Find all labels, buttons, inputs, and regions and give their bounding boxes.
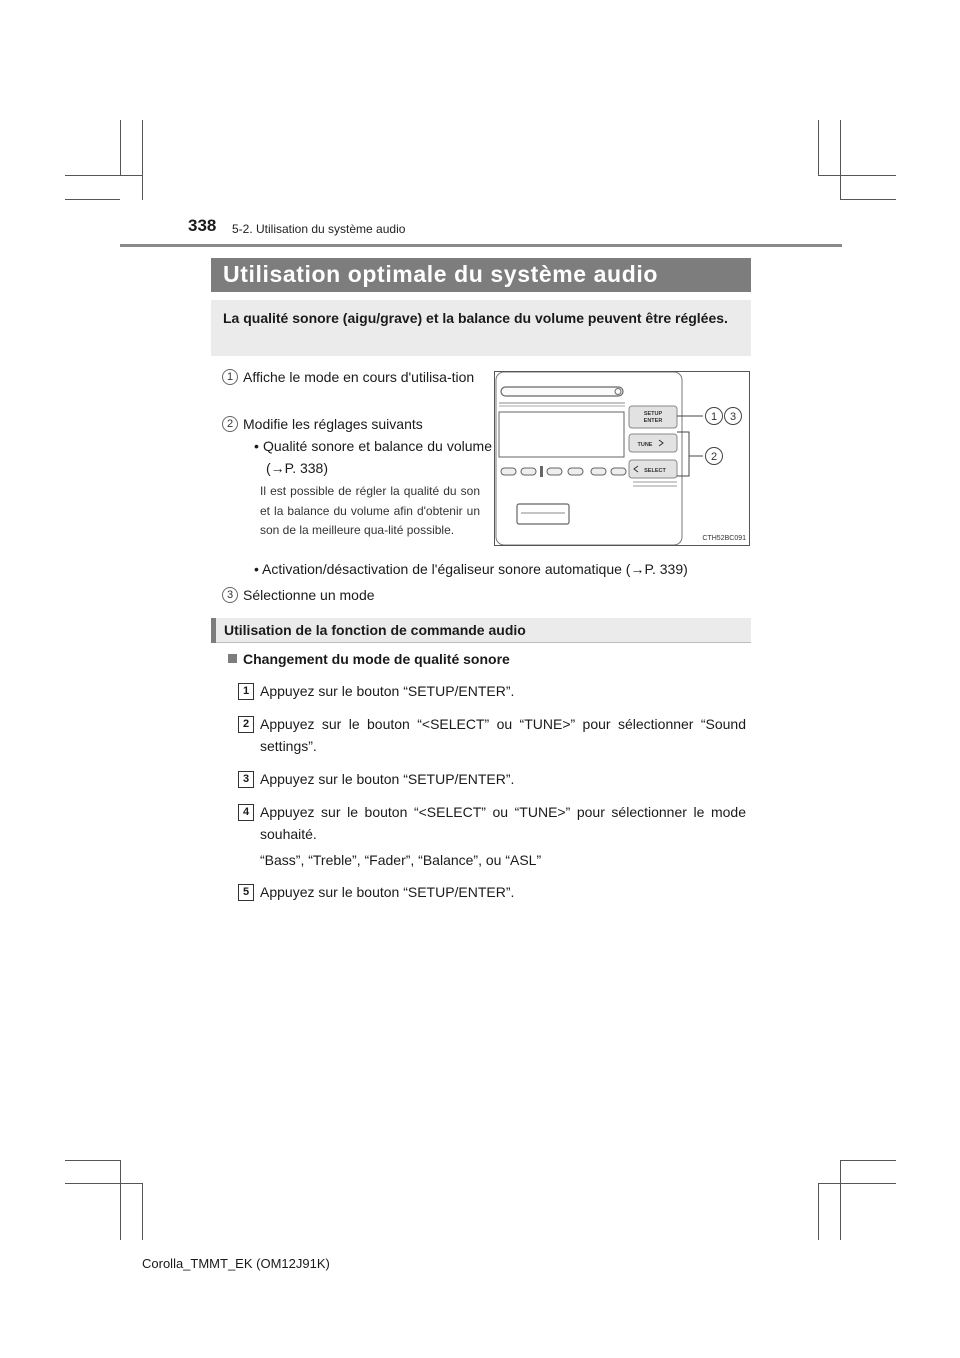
crop-mark [65, 1183, 142, 1184]
preset-button [591, 468, 606, 475]
preset-button [547, 468, 562, 475]
subsection-marker [211, 618, 216, 643]
crop-mark [840, 1160, 841, 1240]
step-text: Appuyez sur le bouton “<SELECT” ou “TUNE>” pour sélectionner “Sound settings”. [260, 716, 746, 754]
step-number: 4 [238, 804, 254, 821]
figure-callout-label: 2 [710, 451, 718, 463]
step-text: Appuyez sur le bouton “<SELECT” ou “TUNE>” pour sélectionner le mode souhaité. [260, 804, 746, 842]
subsection-heading: Changement du mode de qualité sonore [243, 651, 510, 667]
figure-callout-label: 3 [729, 411, 737, 423]
intro-text: La qualité sonore (aigu/grave) et la balance du volume peuvent être réglées. [223, 310, 728, 326]
preset-button [611, 468, 626, 475]
figure-code: CTH52BC091 [702, 535, 746, 542]
cd-slot [501, 387, 623, 396]
panel-outline [496, 372, 682, 545]
callout-text: Sélectionne un mode [243, 587, 375, 603]
crop-mark [65, 175, 142, 176]
footer-model-code: Corolla_TMMT_EK (OM12J91K) [142, 1256, 330, 1271]
tune-button [629, 434, 677, 452]
crop-mark [818, 1183, 819, 1240]
callout-number: 1 [222, 369, 238, 385]
preset-button [521, 468, 536, 475]
tune-label: TUNE [637, 442, 653, 448]
crop-mark [120, 1160, 121, 1240]
step-number: 5 [238, 884, 254, 901]
crop-mark [120, 120, 121, 175]
crop-mark [840, 199, 896, 200]
preset-divider [540, 466, 543, 477]
modes-list: “Bass”, “Treble”, “Fader”, “Balance”, ou “ASL” [260, 852, 542, 868]
page-number: 338 [188, 216, 217, 235]
crop-mark [142, 1183, 143, 1240]
preset-button [568, 468, 583, 475]
crop-mark [840, 120, 841, 200]
square-bullet-icon [228, 654, 237, 663]
preset-button [501, 468, 516, 475]
step-text: Appuyez sur le bouton “SETUP/ENTER”. [260, 771, 515, 787]
step-number: 2 [238, 716, 254, 733]
setup-enter-button [629, 406, 677, 428]
crop-mark [818, 120, 819, 175]
subsection-title: Utilisation de la fonction de commande audio [224, 622, 526, 638]
crop-mark [840, 1160, 896, 1161]
select-label: SELECT [644, 468, 666, 474]
note-text: Il est possible de régler la qualité du son et la balance du volume afin d'obtenir un son de la meilleure qua-lité possible. [260, 484, 480, 537]
crop-mark [65, 1160, 120, 1161]
section-reference: 5-2. Utilisation du système audio [232, 222, 406, 236]
step-text: Appuyez sur le bouton “SETUP/ENTER”. [260, 683, 515, 699]
callout-text: Affiche le mode en cours d'utilisa-tion [243, 369, 475, 385]
step-number: 3 [238, 771, 254, 788]
callout-number: 3 [222, 587, 238, 603]
figure-callout-label: 1 [710, 411, 718, 423]
step-text: Appuyez sur le bouton “SETUP/ENTER”. [260, 884, 515, 900]
enter-label: ENTER [643, 418, 663, 424]
step-number: 1 [238, 683, 254, 700]
callout-text: Modifie les réglages suivants [243, 416, 423, 432]
crop-mark [818, 1183, 896, 1184]
audio-unit-figure [494, 371, 750, 546]
page-title: Utilisation optimale du système audio [223, 261, 658, 287]
crop-mark [818, 175, 896, 176]
audio-unit-illustration [495, 372, 749, 545]
callout-number: 2 [222, 416, 238, 432]
bullet-item: • Activation/désactivation de l'égaliseur sonore automatique (→P. 339) [254, 561, 688, 577]
crop-mark [142, 120, 143, 200]
setup-label: SETUP [643, 411, 663, 417]
bullet-item: • Qualité sonore et balance du volume (→P. 338) [254, 438, 492, 476]
crop-mark [65, 199, 120, 200]
header-divider [120, 244, 842, 247]
